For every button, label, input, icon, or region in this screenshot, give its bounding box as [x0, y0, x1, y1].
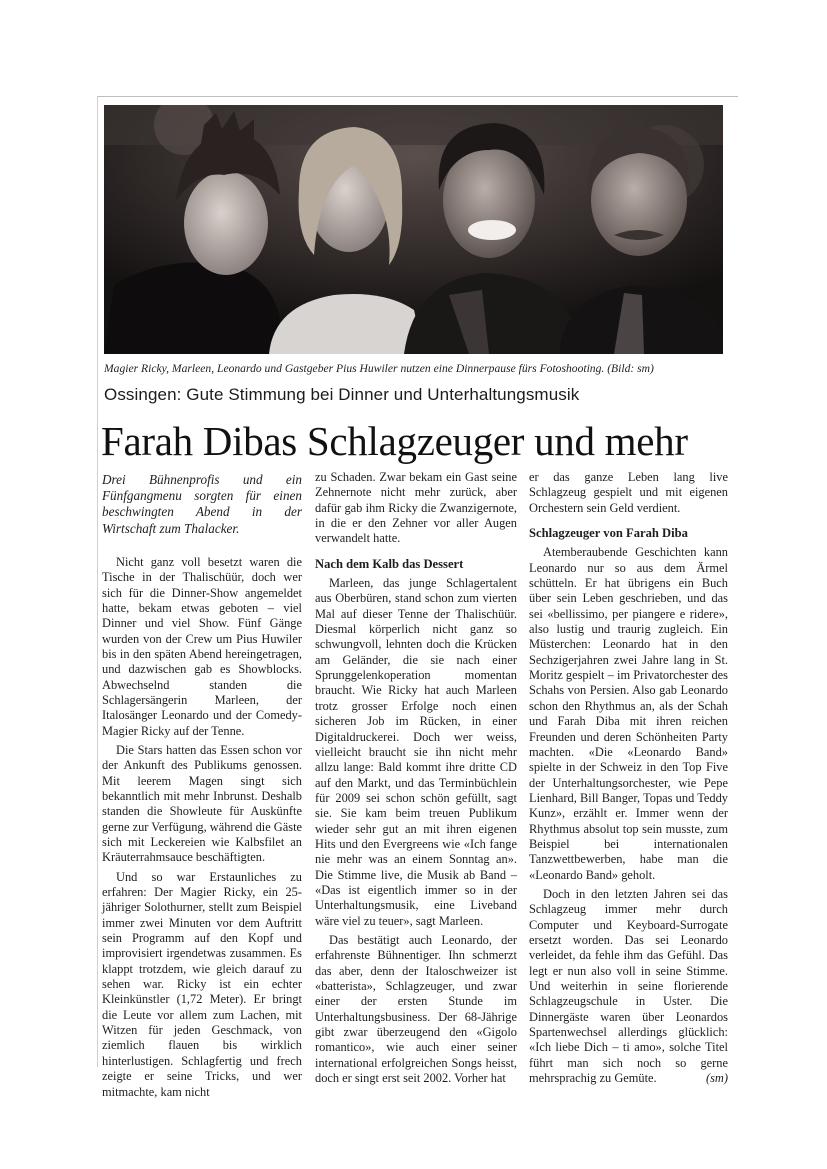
paragraph: zu Schaden. Zwar bekam ein Gast seine Zehnernote nicht mehr zurück, aber dafür gab ihm Ricky die Zwanzigernote, in die er den Zehner vor aller Augen verwandelt hatte.	[315, 470, 517, 546]
paragraph: Atemberaubende Geschichten kann Leonardo nur so aus dem Ärmel schütteln. Er hat übrigens ein Buch über sein Leben geschrieben, und das sei «bellissimo, per piangere e ridere», also lustig und traurig zugleich. Ein Müsterchen: Leonardo hat in den Sechzigerjahren zwei Jahre lang in St. Moritz gespielt – im Privatorchester des Schahs von Persien. Also gab Leonardo schon den Rhythmus an, als der Schah und Farah Diba mit ihren reichen Freunden und deren Schönheiten Party machten. «Die «Leonardo Band» spielte in der Schweiz in den Top Five der Unterhaltungsorchester, wie Pepe Lienhard, Bill Banger, Topas und Teddy Kunz», erzählt er. Immer wenn der Rhythmus absolut top sein musste, zum Beispiel bei internationalen Tanzwettbewerben, habe man die «Leonardo Band» geholt.	[529, 545, 728, 882]
article-headline: Farah Dibas Schlagzeuger und mehr	[101, 418, 688, 464]
paragraph: Das bestätigt auch Leonardo, der erfahrenste Bühnentiger. Ihn schmerzt das aber, denn der Italoschweizer ist «batterista», Schlagzeuger, und zwar einer der ersten Stunde im Unterhaltungsbusiness. Der 68-Jährige gibt zwar überzeugend den «Gigolo romantico», wie auch einer seiner international erfolgreichen Songs heisst, doch er singt erst seit 2002. Vorher hat	[315, 932, 517, 1086]
paragraph: Marleen, das junge Schlagertalent aus Oberbüren, stand schon zum vierten Mal auf dieser Tenne der Thalischüür. Diesmal körperlich nicht ganz so schwungvoll, lehnten doch die Krücken am Geländer, die sie nach einer Sprunggelenkoperation momentan braucht. Wie Ricky hat auch Marleen trotz grosser Erfolge noch einen sicheren Job im Rücken, in einer Digitaldruckerei. Doch wer weiss, vielleicht braucht sie ihn nicht mehr allzu lange: Bald kommt ihre dritte CD auf den Markt, und das Terminbüchlein für 2009 sei schon schön gefüllt, sagt sie. Sie kam beim treuen Publikum wieder sehr gut an mit ihren eigenen Hits und den Evergreens wie «Ich fange nie mehr was an einem Sonntag an». Die Stimme live, die Musik ab Band – «Das ist eigentlich immer so in der Unterhaltungsmusik, eine Liveband wäre viel zu teuer», sagt Marleen.	[315, 576, 517, 928]
group-photo	[104, 105, 723, 354]
paragraph: er das ganze Leben lang live Schlagzeug gespielt und mit eigenen Orchestern sein Geld verdient.	[529, 470, 728, 515]
paragraph: Die Stars hatten das Essen schon vor der Ankunft des Publikums genossen. Mit leerem Magen singt sich bekanntlich mit mehr Inbrunst. Deshalb standen die Showleute für Auskünfte gerne zur Verfügung, während die Gäste sich mit Leckereien wie Kalbsfilet an Kräuterrahmsauce beschäftigten.	[102, 742, 303, 865]
subheading: Schlagzeuger von Farah Diba	[529, 526, 688, 541]
article-column-3	[529, 470, 728, 1087]
article-column-2	[315, 470, 517, 1086]
author-signature: (sm)	[705, 1071, 728, 1086]
paragraph: Nicht ganz voll besetzt waren die Tische in der Thalischüür, doch wer sich für die Dinner-Show angemeldet hatte, bekam etwas geboten – viel Dinner und viel Show. Fünf Gänge wurden von der Crew um Pius Huwiler bis in den späten Abend hereingetragen, und dazwischen gab es Showblocks. Abwechselnd standen die Schlagersängerin Marleen, der Italosänger Leonardo und der Comedy-Magier Ricky auf der Tenne.	[102, 554, 302, 738]
article-lead: Drei Bühnenprofis und ein Fünfgangmenu sorgten für einen beschwingten Abend in der Wirtschaft zum Thalacker.	[102, 472, 302, 536]
paragraph: Und so war Erstaunliches zu erfahren: Der Magier Ricky, ein 25-jähriger Solothurner, stellt zum Beispiel immer zwei Minuten vor dem Auftritt sein Programm auf den Kopf und improvisiert irgendetwas zusammen. Es klappt trotzdem, wie gleich darauf zu sehen war. Ricky ist ein echter Kleinkünstler (1,72 Meter). Er bringt die Leute vor allem zum Lachen, mit Witzen für jeden Geschmack, von ziemlich flauen bis wirklich hinterlustigen. Schlagfertig und frech zeigte er seine Tricks, und wer mitmachte, kam nicht	[102, 869, 302, 1099]
paragraph: Doch in den letzten Jahren sei das Schlagzeug immer mehr durch Computer und Keyboard-Surrogate ersetzt worden. Das sei Leonardo verleidet, da fehle ihm das Gefühl. Das legt er nun also voll in seine Stimme. Und weiterhin in seine florierende Schlagzeugschule in Uster. Die Dinnergäste waren über Leonardos Spartenwechsel allerdings glücklich: «Ich liebe Dich – ti amo», solche Titel führt man sich noch so gerne mehrsprachig zu Gemüte.	[529, 886, 728, 1086]
subheading: Nach dem Kalb das Dessert	[315, 556, 464, 571]
group-photo-illustration	[104, 105, 723, 354]
photo-caption: Magier Ricky, Marleen, Leonardo und Gastgeber Pius Huwiler nutzen eine Dinnerpause fürs Fotoshooting. (Bild: sm)	[104, 362, 654, 375]
article-column-1	[102, 470, 302, 1100]
article-kicker: Ossingen: Gute Stimmung bei Dinner und Unterhaltungsmusik	[104, 385, 580, 404]
